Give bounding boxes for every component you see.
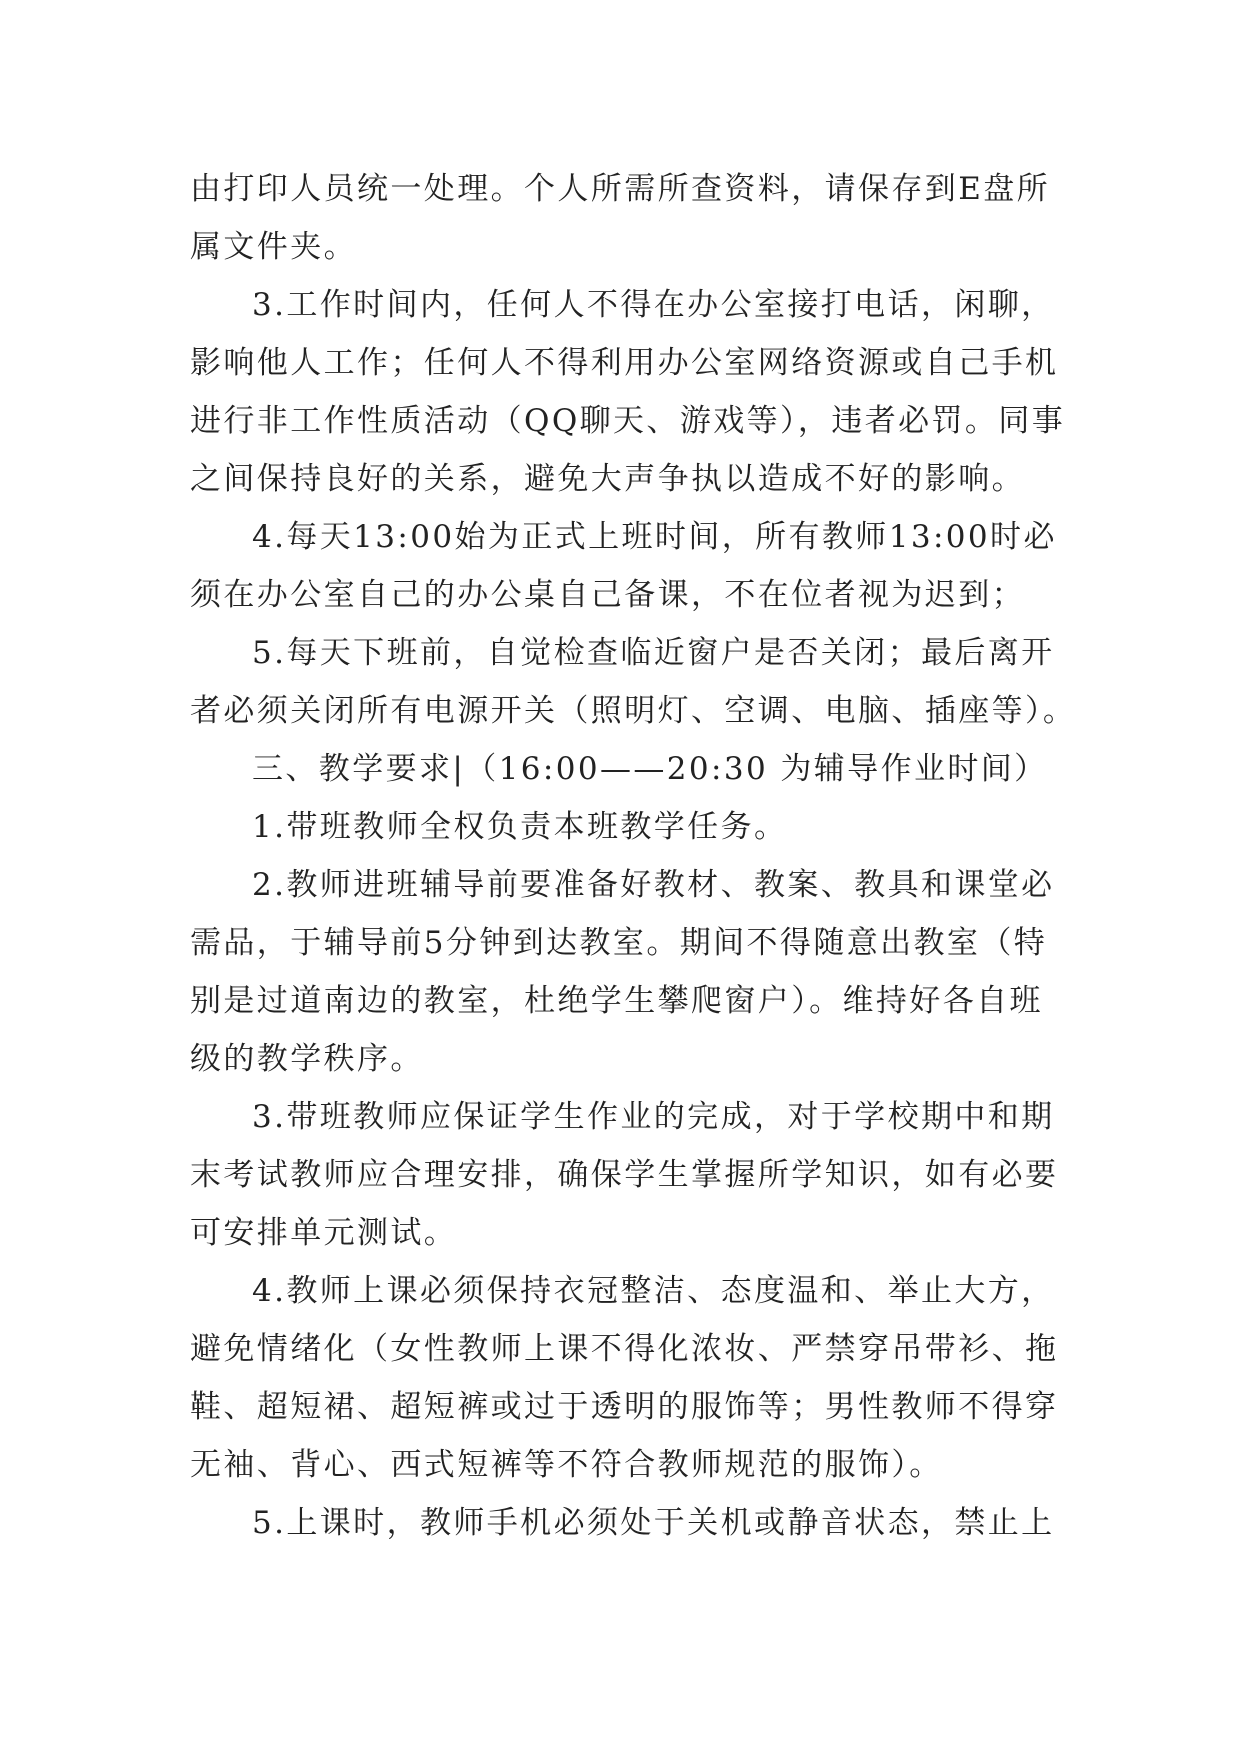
text-line: 鞋、超短裙、超短裤或过于透明的服饰等；男性教师不得穿 [190,1389,1059,1425]
section-heading: 三、教学要求|（16:00——20:30 为辅导作业时间） [252,751,1048,787]
text-line: 级的教学秩序。 [190,1041,424,1077]
text-line: 须在办公室自己的办公桌自己备课，不在位者视为迟到； [190,577,1025,613]
text-line: 无袖、背心、西式短裤等不符合教师规范的服饰）。 [190,1447,943,1483]
text-line: 者必须关闭所有电源开关（照明灯、空调、电脑、插座等）。 [190,693,1077,729]
text-line: 5.每天下班前，自觉检查临近窗户是否关闭；最后离开 [252,635,1055,671]
text-line: 末考试教师应合理安排，确保学生掌握所学知识，如有必要 [190,1157,1059,1193]
text-line: 5.上课时，教师手机必须处于关机或静音状态，禁止上 [252,1505,1055,1541]
text-line: 属文件夹。 [190,229,357,265]
text-line: 避免情绪化（女性教师上课不得化浓妆、严禁穿吊带衫、拖 [190,1331,1059,1367]
text-line: 之间保持良好的关系，避免大声争执以造成不好的影响。 [190,461,1025,497]
text-line: 4.教师上课必须保持衣冠整洁、态度温和、举止大方， [252,1273,1055,1309]
text-line: 4.每天13:00始为正式上班时间，所有教师13:00时必 [252,519,1057,555]
text-line: 由打印人员统一处理。个人所需所查资料，请保存到E盘所 [190,171,1051,207]
text-line: 可安排单元测试。 [190,1215,458,1251]
text-line: 进行非工作性质活动（QQ聊天、游戏等），违者必罚。同事 [190,403,1066,439]
text-line: 别是过道南边的教室，杜绝学生攀爬窗户）。维持好各自班 [190,983,1043,1019]
text-line: 2.教师进班辅导前要准备好教材、教案、教具和课堂必 [252,867,1055,903]
text-line: 3.工作时间内，任何人不得在办公室接打电话，闲聊， [252,287,1055,323]
text-line: 需品，于辅导前5分钟到达教室。期间不得随意出教室（特 [190,925,1048,961]
text-line: 3.带班教师应保证学生作业的完成，对于学校期中和期 [252,1099,1055,1135]
text-line: 1.带班教师全权负责本班教学任务。 [252,809,788,845]
text-line: 影响他人工作；任何人不得利用办公室网络资源或自己手机 [190,345,1059,381]
document-page [190,160,1077,1552]
